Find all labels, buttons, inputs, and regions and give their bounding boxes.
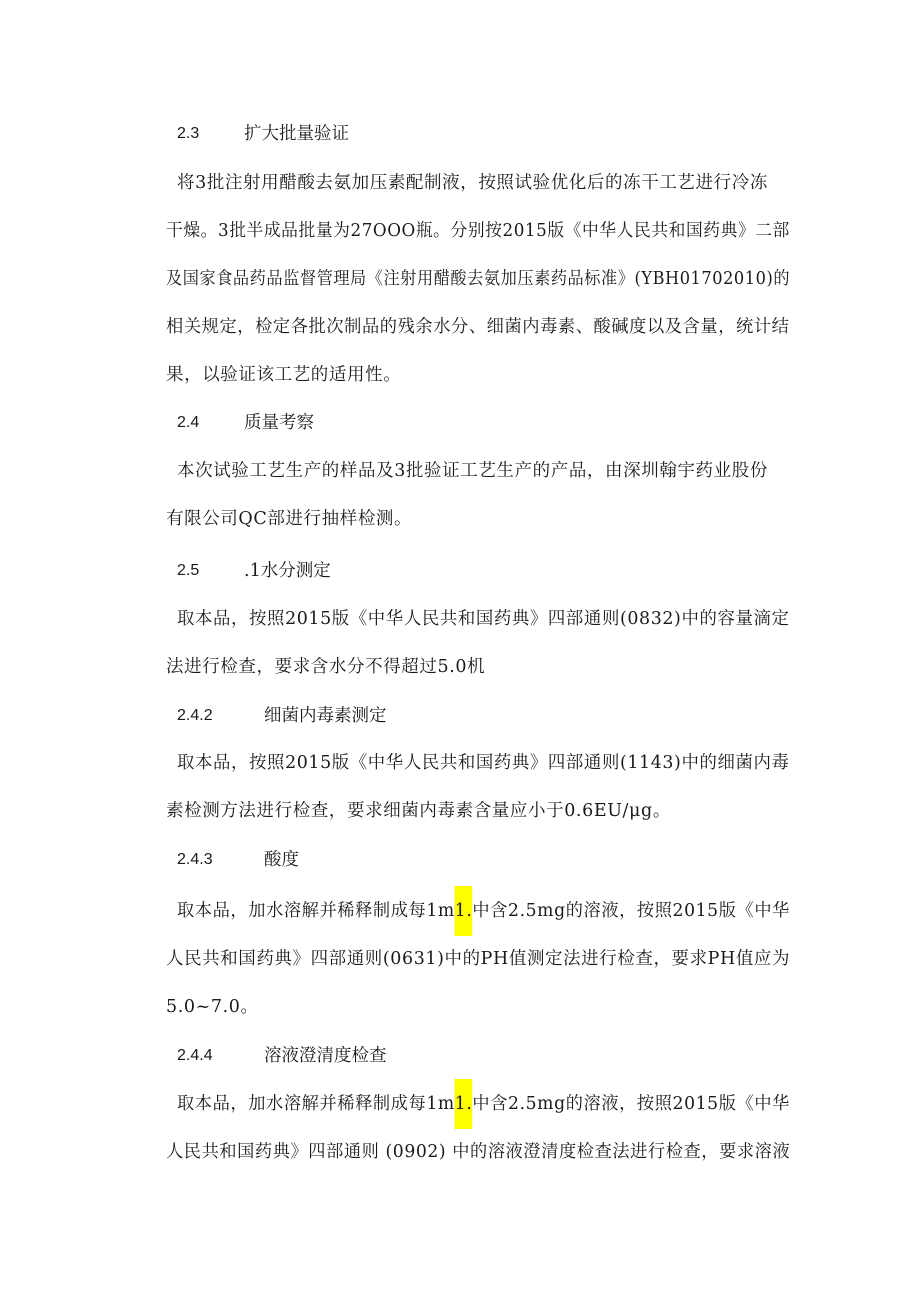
section-number: 2.5 [177, 562, 200, 579]
paragraph-line [0, 987, 920, 1027]
text-line: 素检测方法进行检查，要求细菌内毒素含量应小于0.6EU/μg。 [166, 801, 671, 821]
text-line: 人民共和国药典》四部通则 (0902) 中的溶液澄清度检查法进行检查，要求溶液 [166, 1142, 791, 1162]
paragraph-line [0, 451, 920, 491]
text-line: 本次试验工艺生产的样品及3批验证工艺生产的产品，由深圳翰宇药业股份 [177, 461, 768, 481]
text-line: 有限公司QC部进行抽样检测。 [166, 509, 413, 529]
text-segment: 取本品，加水溶解并稀释制成每1m [177, 901, 455, 921]
section-heading-2-5 [0, 551, 920, 591]
section-title: 质量考察 [244, 413, 314, 433]
text-line: 人民共和国药典》四部通则(0631)中的PH值测定法进行检查，要求PH值应为 [166, 949, 791, 969]
text-segment: 取本品，加水溶解并稀释制成每1m [177, 1094, 455, 1114]
section-heading-2-4-3 [0, 840, 920, 880]
paragraph-line [0, 1084, 920, 1124]
text-line [177, 891, 790, 936]
paragraph-line [0, 743, 920, 783]
section-heading-2-4-2 [0, 696, 920, 736]
text-line: 取本品，按照2015版《中华人民共和国药典》四部通则(0832)中的容量滴定 [177, 609, 790, 629]
highlighted-text: 1. [455, 1079, 473, 1129]
paragraph-line [0, 307, 920, 347]
text-line: 干燥。3批半成品批量为27OOO瓶。分别按2015版《中华人民共和国药典》二部 [166, 221, 790, 241]
paragraph-line [0, 891, 920, 931]
section-title: 细菌内毒素测定 [264, 706, 387, 726]
section-number: 2.4 [177, 414, 200, 431]
paragraph-line [0, 1132, 920, 1172]
text-line: 取本品，按照2015版《中华人民共和国药典》四部通则(1143)中的细菌内毒 [177, 753, 790, 773]
text-line [177, 1084, 790, 1129]
paragraph-line [0, 355, 920, 395]
text-line: 果，以验证该工艺的适用性。 [166, 365, 402, 385]
paragraph-line [0, 791, 920, 831]
section-title: 酸度 [264, 850, 299, 870]
section-number: 2.3 [177, 125, 200, 142]
section-title: .1水分测定 [244, 561, 331, 581]
section-number: 2.4.2 [177, 707, 213, 724]
paragraph-line [0, 939, 920, 979]
highlighted-text: 1. [455, 886, 473, 936]
text-segment: 中含2.5mg的溶液，按照2015版《中华 [472, 1094, 790, 1114]
paragraph-line [0, 599, 920, 639]
text-line: 将3批注射用醋酸去氨加压素配制液，按照试验优化后的冻干工艺进行冷冻 [177, 173, 768, 193]
section-heading-2-3 [0, 114, 920, 154]
section-number: 2.4.4 [177, 1047, 213, 1064]
section-heading-2-4-4 [0, 1036, 920, 1076]
section-title: 扩大批量验证 [244, 124, 349, 144]
text-line: 及国家食品药品监督管理局《注射用醋酸去氨加压素药品标准》(YBH01702010)的 [166, 269, 791, 289]
section-number: 2.4.3 [177, 851, 213, 868]
section-heading-2-4 [0, 403, 920, 443]
paragraph-line [0, 211, 920, 251]
text-line: 相关规定，检定各批次制品的残余水分、细菌内毒素、酸碱度以及含量，统计结 [166, 317, 790, 337]
text-segment: 中含2.5mg的溶液，按照2015版《中华 [472, 901, 790, 921]
text-line: 5.0~7.0。 [166, 997, 259, 1017]
paragraph-line [0, 499, 920, 539]
section-title: 溶液澄清度检查 [264, 1046, 387, 1066]
text-line: 法进行检查，要求含水分不得超过5.0机 [166, 657, 486, 677]
paragraph-line [0, 647, 920, 687]
paragraph-line [0, 259, 920, 299]
paragraph-line [0, 163, 920, 203]
